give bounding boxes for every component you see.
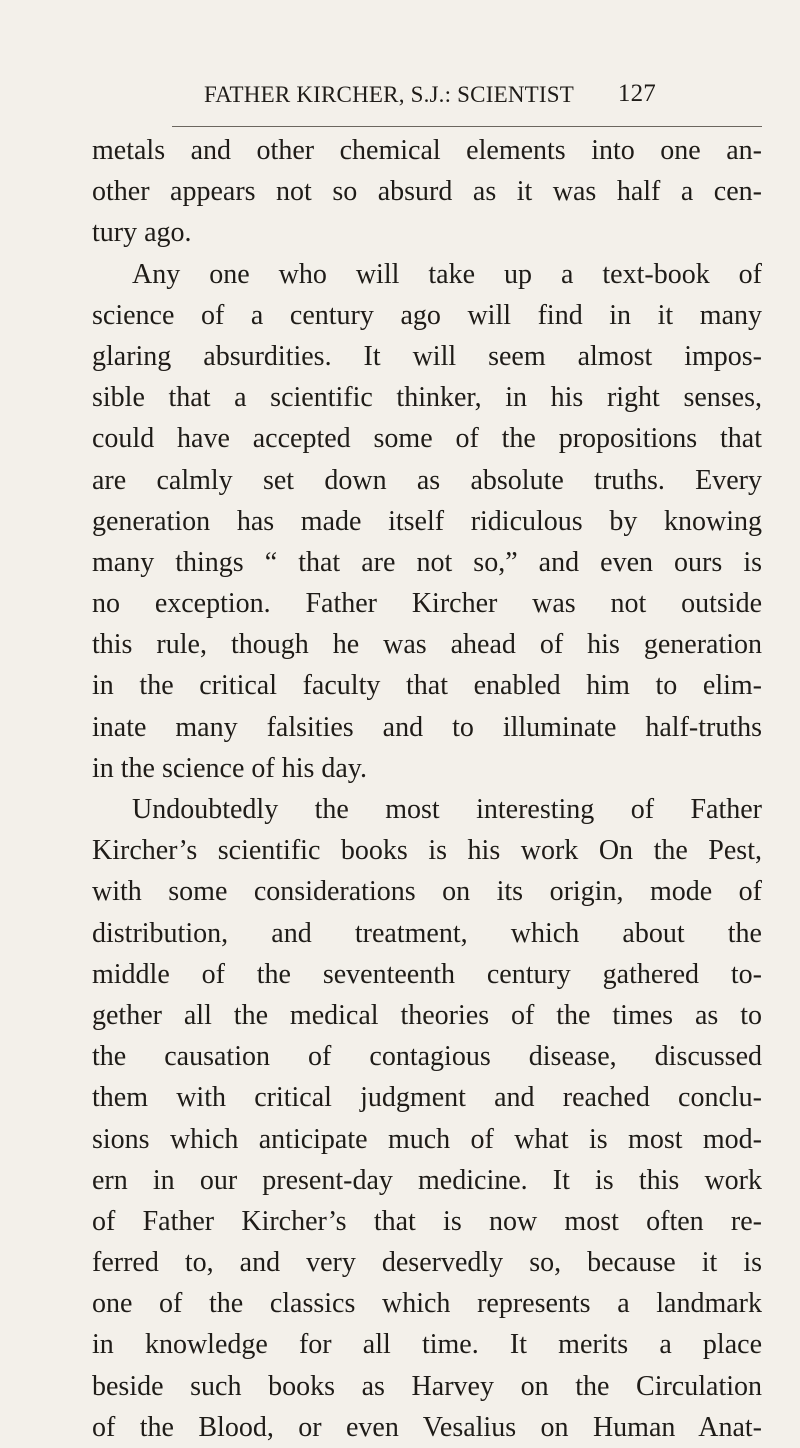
text-line: glaring absurdities. It will seem almost impos- [92,340,762,372]
text-line: this rule, though he was ahead of his generation [92,629,762,661]
text-line: Kircher’s scientific books is his work On the Pest, [92,835,762,867]
text-line: one of the classics which represents a landmark [92,1288,762,1320]
text-line: sions which anticipate much of what is most mod- [92,1123,762,1155]
page-number: 127 [617,80,656,107]
text-line: in the science of his day. [92,752,367,784]
body-text [92,130,762,1448]
text-line: in the critical faculty that enabled him to elim- [92,670,762,702]
text-line: are calmly set down as absolute truths. Every [92,464,762,496]
text-line: of Father Kircher’s that is now most often re- [92,1205,762,1237]
text-line: in knowledge for all time. It merits a place [92,1329,762,1361]
text-line: Undoubtedly the most interesting of Father [132,794,762,825]
text-line: with some considerations on its origin, mode of [92,876,762,908]
text-line: metals and other chemical elements into one an- [92,135,762,166]
text-line: middle of the seventeenth century gathered to- [92,958,762,990]
header-rule [172,126,762,127]
text-line: beside such books as Harvey on the Circulation [92,1370,762,1402]
text-line: the causation of contagious disease, discussed [92,1041,762,1073]
text-line: distribution, and treatment, which about the [92,917,762,949]
text-line: sible that a scientific thinker, in his right senses, [92,382,762,414]
text-line: gether all the medical theories of the times as to [92,999,762,1031]
text-line: tury ago. [92,217,192,249]
running-head [204,82,656,116]
text-line: other appears not so absurd as it was half a cen- [92,176,762,208]
text-line: Any one who will take up a text-book of [132,258,762,290]
text-line: many things “ that are not so,” and even ours is [92,546,762,578]
text-line: ern in our present-day medicine. It is this work [92,1164,762,1196]
text-line: could have accepted some of the propositions that [92,423,762,455]
text-line: science of a century ago will find in it many [92,299,762,331]
text-line: no exception. Father Kircher was not outside [92,588,762,620]
text-line: them with critical judgment and reached conclu- [92,1082,762,1114]
text-line: of the Blood, or even Vesalius on Human Anat- [92,1411,762,1443]
text-line: generation has made itself ridiculous by knowing [92,505,762,537]
text-line: inate many falsities and to illuminate half-truths [92,711,762,743]
text-line: ferred to, and very deservedly so, because it is [92,1247,762,1279]
running-title: FATHER KIRCHER, S.J.: SCIENTIST [204,82,574,107]
